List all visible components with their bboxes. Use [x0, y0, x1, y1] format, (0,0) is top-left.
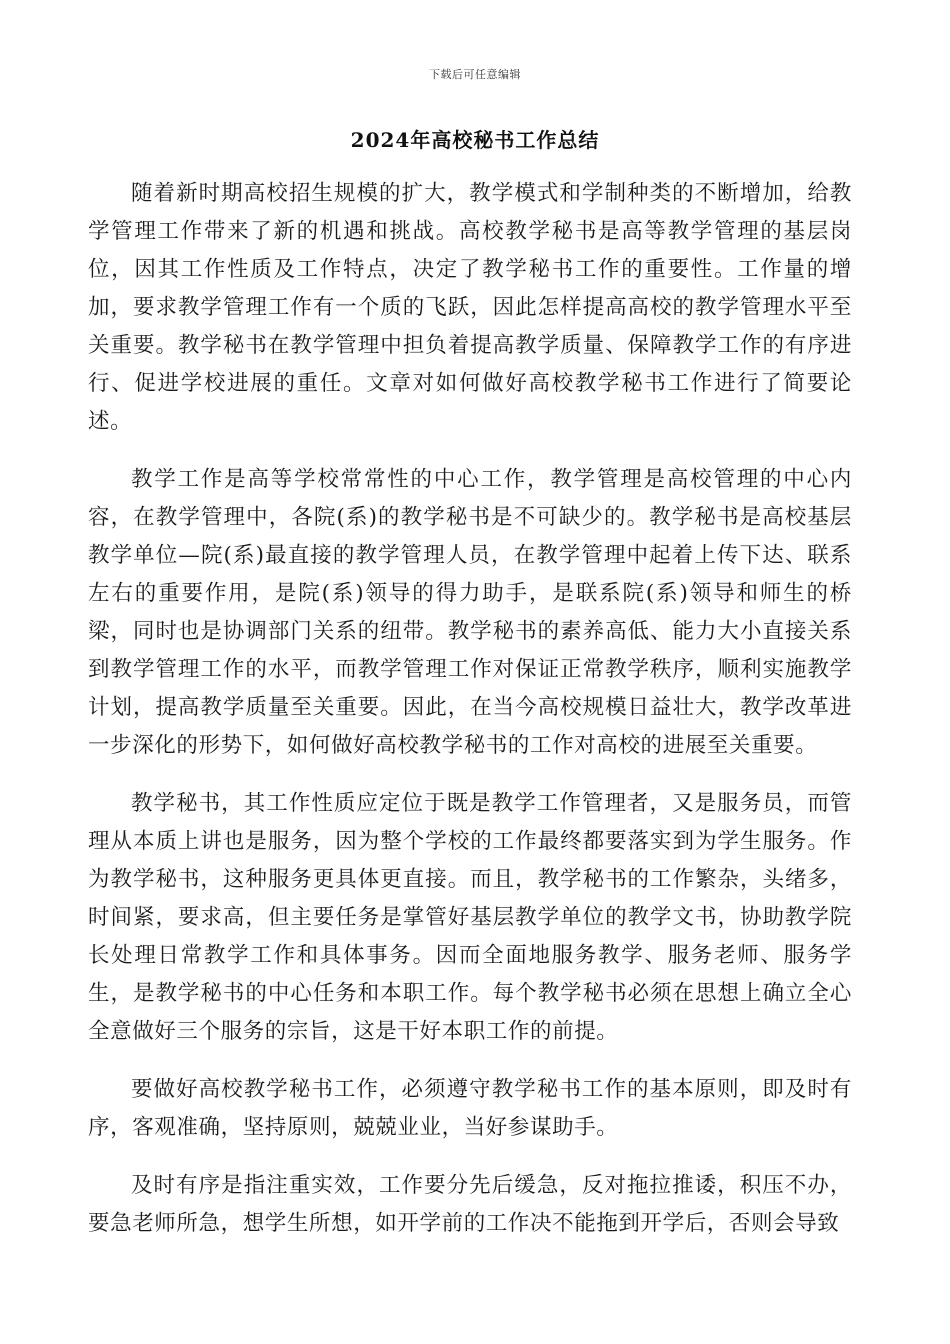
- paragraph-4: 要做好高校教学秘书工作，必须遵守教学秘书工作的基本原则，即及时有序，客观准确，坚持原则，兢兢业业，当好参谋助手。: [88, 1077, 852, 1140]
- paragraph-1: 随着新时期高校招生规模的扩大，教学模式和学制种类的不断增加，给教学管理工作带来了新的机遇和挑战。高校教学秘书是高等教学管理的基层岗位，因其工作性质及工作特点，决定了教学秘书工作的重要性。工作量的增加，要求教学管理工作有一个质的飞跃，因此怎样提高高校的教学管理水平至关重要。教学秘书在教学管理中担负着提高教学质量、保障教学工作的有序进行、促进学校进展的重任。文章对如何做好高校教学秘书工作进行了简要论述。: [88, 181, 852, 434]
- document-body: [88, 175, 852, 1263]
- header-note: 下载后可任意编辑: [429, 68, 521, 81]
- paragraph-3: 教学秘书，其工作性质应定位于既是教学工作管理者，又是服务员，而管理从本质上讲也是服务，因为整个学校的工作最终都要落实到为学生服务。作为教学秘书，这种服务更具体更直接。而且，教学秘书的工作繁杂，头绪多，时间紧，要求高，但主要任务是掌管好基层教学单位的教学文书，协助教学院长处理日常教学工作和具体事务。因而全面地服务教学、服务老师、服务学生，是教学秘书的中心任务和本职工作。每个教学秘书必须在思想上确立全心全意做好三个服务的宗旨，这是干好本职工作的前提。: [88, 791, 852, 1044]
- document-title: 2024年高校秘书工作总结: [350, 128, 600, 152]
- paragraph-5: 及时有序是指注重实效，工作要分先后缓急，反对拖拉推诿，积压不办，要急老师所急，想学生所想，如开学前的工作决不能拖到开学后，否则会导致: [88, 1173, 852, 1236]
- paragraph-2: 教学工作是高等学校常常性的中心工作，教学管理是高校管理的中心内容，在教学管理中，各院(系)的教学秘书是不可缺少的。教学秘书是高校基层教学单位—院(系)最直接的教学管理人员，在教学管理中起着上传下达、联系左右的重要作用，是院(系)领导的得力助手，是联系院(系)领导和师生的桥梁，同时也是协调部门关系的纽带。教学秘书的素养高低、能力大小直接关系到教学管理工作的水平，而教学管理工作对保证正常教学秩序，顺利实施教学计划，提高教学质量至关重要。因此，在当今高校规模日益壮大，教学改革进一步深化的形势下，如何做好高校教学秘书的工作对高校的进展至关重要。: [88, 467, 852, 758]
